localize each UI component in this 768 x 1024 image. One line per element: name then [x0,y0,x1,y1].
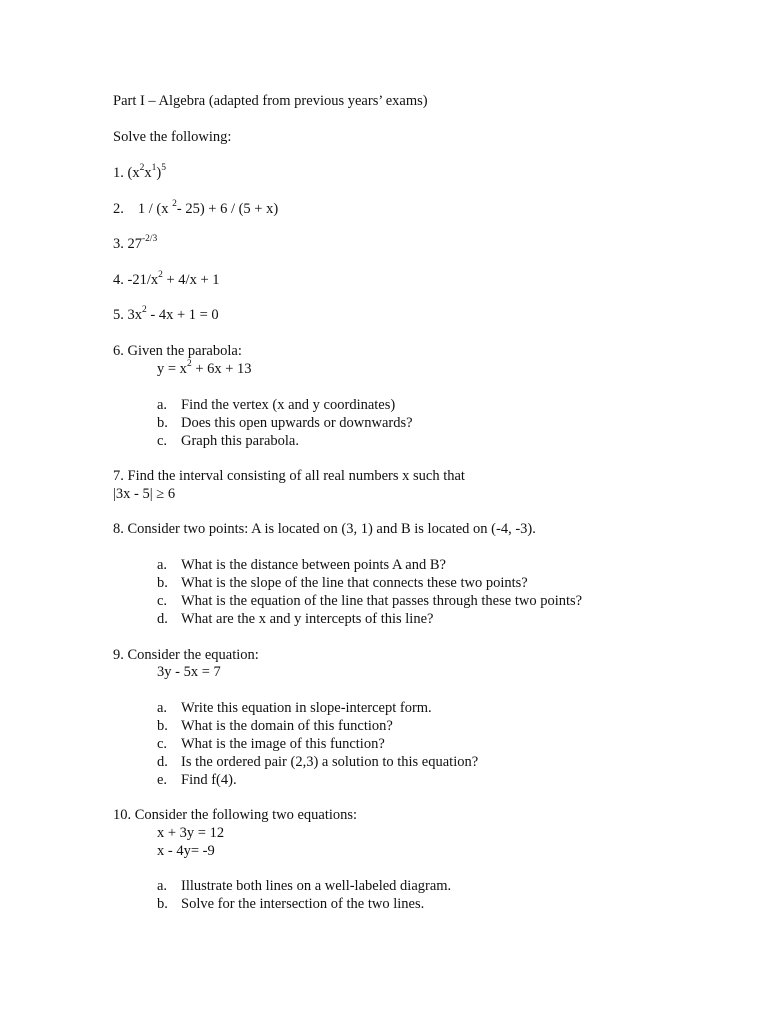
question-number: 1. [113,165,124,181]
exponent: -2/3 [142,234,158,245]
list-item [157,753,478,771]
list-item [157,556,446,574]
item-text: Find f(4). [181,772,237,788]
item-text: What is the equation of the line that passes through these two points? [181,593,583,609]
question-4 [113,271,220,289]
item-text: What is the image of this function? [181,736,385,752]
page-header: Part I – Algebra (adapted from previous years’ exams) [113,93,428,109]
question-8-prompt: 8. Consider two points: A is located on (3, 1) and B is located on (-4, -3). [113,521,536,537]
list-item [157,414,413,432]
item-letter: c. [157,736,168,752]
question-7-prompt: 7. Find the interval consisting of all real numbers x such that [113,468,465,484]
list-item [157,396,395,414]
list-item [157,771,237,789]
exponent: 5 [161,163,166,174]
question-7-expression: |3x - 5| ≥ 6 [113,486,176,502]
list-item [157,717,393,735]
item-text: Graph this parabola. [181,433,299,449]
expr-part: - 4x + 1 = 0 [146,307,219,323]
expr-part: 3x [127,307,142,323]
item-text: Is the ordered pair (2,3) a solution to this equation? [181,754,479,770]
list-item [157,895,424,913]
question-3 [113,235,157,253]
expr-part: 27 [127,236,142,252]
exponent: 2 [158,270,163,281]
question-10-prompt: 10. Consider the following two equations: [113,807,358,823]
item-text: Does this open upwards or downwards? [181,415,413,431]
exponent: 1 [151,163,157,174]
question-6-prompt: 6. Given the parabola: [113,343,242,359]
item-text: What is the distance between points A and B? [181,557,446,573]
item-letter: d. [157,611,168,627]
question-number: 3. [113,236,124,252]
exponent: 2 [172,199,177,210]
item-letter: b. [157,575,168,591]
expr-part: -21/x [127,272,159,288]
item-letter: a. [157,700,168,716]
exponent: 2 [186,359,192,370]
item-text: Illustrate both lines on a well-labeled diagram. [181,878,452,894]
list-item [157,699,432,717]
expr-part: 1 / (x [137,201,173,217]
question-5 [113,306,219,324]
item-letter: b. [157,415,168,431]
item-text: What is the domain of this function? [181,718,393,734]
item-text: What are the x and y intercepts of this line? [181,611,434,627]
instructions: Solve the following: [113,129,232,145]
question-6-equation [157,360,252,378]
list-item [157,735,385,753]
item-text: What is the slope of the line that connects these two points? [181,575,528,591]
item-letter: d. [157,754,168,770]
question-9-equation: 3y - 5x = 7 [157,664,221,680]
item-letter: b. [157,896,168,912]
item-letter: c. [157,433,168,449]
expr-part: - 25) + 6 / (5 + x) [176,201,279,217]
expr-part: + 6x + 13 [191,361,252,377]
expr-part: + 4/x + 1 [162,272,220,288]
expr-part: y = x [157,361,187,377]
exponent: 2 [139,163,145,174]
expr-part: ) [156,165,162,181]
question-number: 2. [113,201,124,217]
question-2 [113,200,278,218]
item-letter: a. [157,397,168,413]
expr-part: x [144,165,152,181]
expr-part: (x [127,165,140,181]
question-number: 5. [113,307,124,323]
item-letter: c. [157,593,168,609]
question-10-equation-1: x + 3y = 12 [157,825,225,841]
list-item [157,592,582,610]
item-text: Find the vertex (x and y coordinates) [181,397,396,413]
question-1 [113,164,166,182]
item-text: Write this equation in slope-intercept form. [181,700,432,716]
question-number: 4. [113,272,124,288]
question-10-equation-2: x - 4y= -9 [157,843,215,859]
item-letter: a. [157,878,168,894]
question-9-prompt: 9. Consider the equation: [113,647,259,663]
item-letter: e. [157,772,168,788]
item-letter: a. [157,557,168,573]
list-item [157,574,528,592]
list-item [157,877,451,895]
item-letter: b. [157,718,168,734]
list-item [157,432,299,450]
item-text: Solve for the intersection of the two lines. [181,896,425,912]
list-item [157,610,433,628]
exponent: 2 [142,305,147,316]
